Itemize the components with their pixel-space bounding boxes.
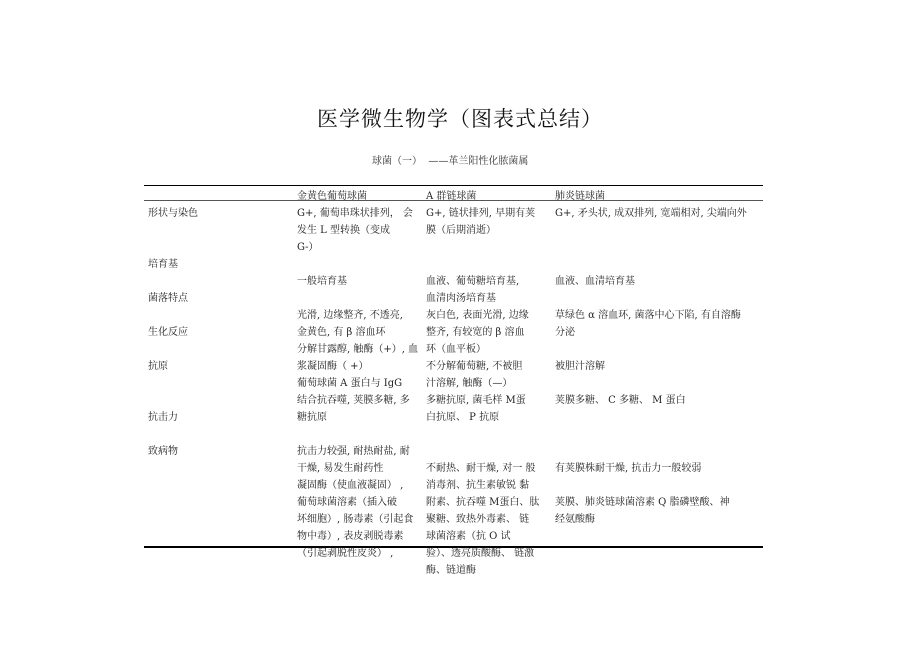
cell-line: 草绿色 α 溶血环, 菌落中心下陷, 有自溶酶 — [555, 310, 741, 321]
cell-line: 浆凝固酶（ +） — [297, 361, 369, 372]
cell-line: 验）、透亮质酸酶、 链激 — [426, 548, 535, 559]
cell-line: 发生 L 型转换（变成 — [297, 225, 390, 236]
row-label-pathogen: 致病物 — [148, 446, 178, 457]
cell-line: 荚膜多糖、 C 多糖、 M 蛋白 — [555, 395, 686, 406]
cell-line — [426, 426, 539, 443]
cell-line: 光滑, 边缘整齐, 不透亮, — [297, 310, 403, 321]
row-label-antigen: 抗原 — [148, 361, 168, 372]
column-header-staph: 金黄色葡萄球菌 — [297, 191, 367, 202]
cell-line: 球菌溶素（抗 O 试 — [426, 531, 511, 542]
cell-line: G+, 链状排列, 早期有荚 — [426, 208, 536, 219]
cell-line: 金黄色, 有 β 溶血环 — [297, 327, 386, 338]
cell-line: 环（血平板） — [426, 344, 486, 355]
row-label-biochem: 生化反应 — [148, 327, 188, 338]
cell-line: G+, 葡萄串珠状排列， 会 — [297, 208, 413, 219]
cell-line: 凝固酶（使血液凝固） , — [297, 480, 404, 491]
row-label-culture: 培育基 — [148, 259, 178, 270]
column-header-strep-a: A 群链球菌 — [426, 191, 477, 202]
cell-line — [555, 426, 747, 443]
cell-line — [555, 256, 747, 273]
cell-line: 荚膜、肺炎链球菌溶素 Q 脂磷壁酸、神 — [555, 497, 730, 508]
cell-line: G-） — [297, 242, 319, 253]
cell-line: 血清肉汤培育基 — [426, 293, 496, 304]
cell-line — [426, 443, 539, 460]
cell-line: 抗击力较强, 耐热耐盐, 耐 — [297, 446, 410, 457]
cell-line: 不分解葡萄糖, 不被胆 — [426, 361, 523, 372]
cell-line — [555, 341, 747, 358]
cell-line: 有荚膜株耐干燥, 抗击力一般较弱 — [555, 463, 702, 474]
cell-line: 聚糖、致热外毒素、 链 — [426, 514, 530, 525]
cell-line: 汁溶解, 触酶（—） — [426, 378, 513, 389]
cell-line: 葡萄球菌溶素（插入破 — [297, 497, 397, 508]
cell-line: 膜（后期消逝） — [426, 225, 496, 236]
cell-line: 分解甘露醇, 触酶（+）, 血 — [297, 344, 419, 355]
cell-line: 经氨酸酶 — [555, 514, 595, 525]
column-strep-a-text — [426, 205, 539, 579]
document-title: 医学微生物学（图表式总结） — [317, 107, 603, 131]
cell-line: 消毒剂、抗生素敏锐 黏 — [426, 480, 530, 491]
cell-line: G+, 矛头状, 成双排列, 宽端相对, 尖端向外 — [555, 208, 747, 219]
cell-line: （引起剥脱性皮炎） , — [297, 548, 394, 559]
row-label-shape: 形状与染色 — [148, 208, 198, 219]
cell-line — [426, 256, 539, 273]
document-subtitle: 球菌（一） ——革兰阳性化脓菌属 — [372, 156, 529, 167]
cell-line — [297, 256, 418, 273]
column-staph-text — [297, 205, 418, 562]
cell-line — [297, 426, 418, 443]
cell-line — [555, 409, 747, 426]
cell-line — [555, 375, 747, 392]
cell-line: 一般培育基 — [297, 276, 347, 287]
cell-line — [426, 239, 539, 256]
cell-line — [555, 443, 747, 460]
cell-line: 血液、葡萄糖培育基, — [426, 276, 520, 287]
cell-line: 多糖抗原, 菌毛样 M蛋 — [426, 395, 526, 406]
cell-line: 糖抗原 — [297, 412, 327, 423]
row-label-resistance: 抗击力 — [148, 412, 178, 423]
column-pneumo-text — [555, 205, 747, 528]
cell-line — [555, 222, 747, 239]
cell-line: 白抗原、 P 抗原 — [426, 412, 500, 423]
row-label-colony: 菌落特点 — [148, 293, 188, 304]
cell-line: 结合抗吞噬, 荚膜多糖, 多 — [297, 395, 410, 406]
cell-line — [555, 239, 747, 256]
cell-line — [555, 290, 747, 307]
cell-line: 不耐热、耐干燥, 对一 般 — [426, 463, 536, 474]
table-top-rule — [144, 185, 763, 186]
cell-line: 血液、血清培育基 — [555, 276, 635, 287]
cell-line: 葡萄球菌 A 蛋白与 IgG — [297, 378, 403, 389]
cell-line: 酶、链道酶 — [426, 565, 476, 576]
cell-line: 整齐, 有较宽的 β 溶血 — [426, 327, 525, 338]
cell-line — [555, 477, 747, 494]
cell-line: 分泌 — [555, 327, 575, 338]
cell-line: 干燥, 易发生耐药性 — [297, 463, 384, 474]
cell-line: 灰白色, 表面光滑, 边缘 — [426, 310, 529, 321]
cell-line: 物中毒）, 表皮剥脱毒素 — [297, 531, 404, 542]
cell-line — [297, 290, 418, 307]
cell-line: 坏细胞）, 肠毒素（引起食 — [297, 514, 414, 525]
cell-line: 附素、抗吞噬 M蛋白、肽 — [426, 497, 540, 508]
cell-line: 被胆汁溶解 — [555, 361, 605, 372]
column-header-pneumo: 肺炎链球菌 — [555, 191, 605, 202]
